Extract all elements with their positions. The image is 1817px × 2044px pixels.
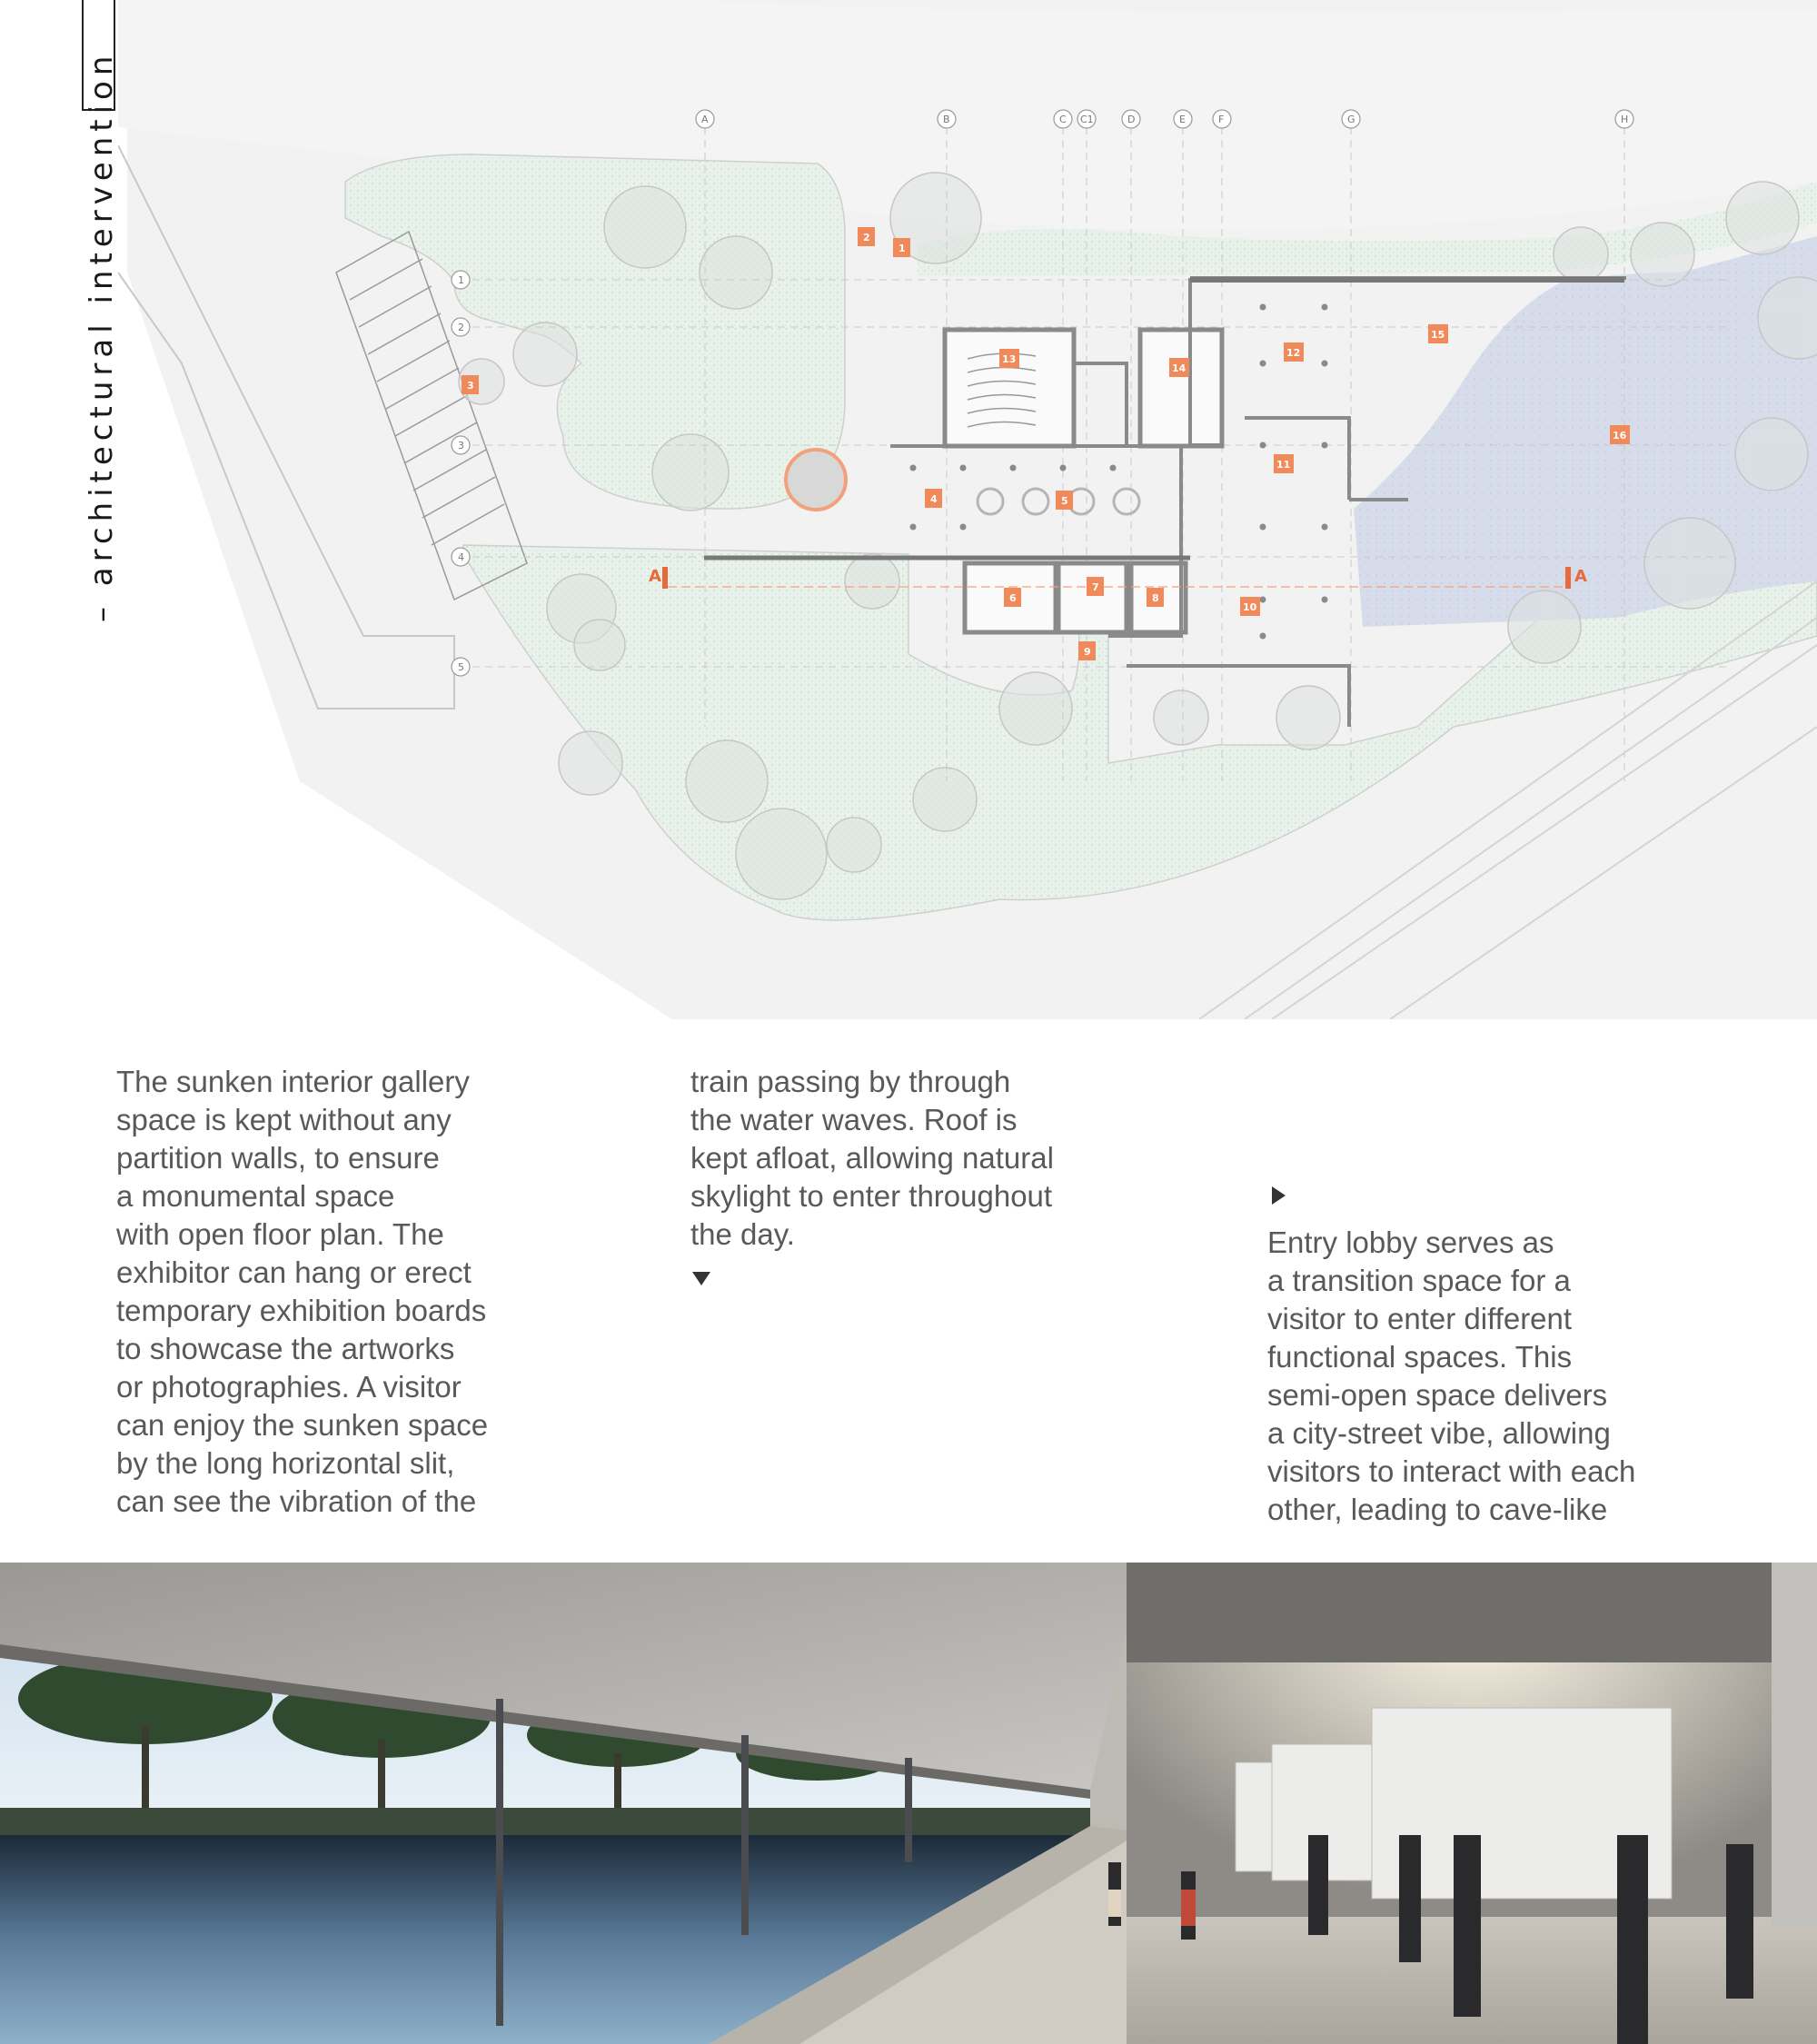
grid-label: A (701, 114, 709, 125)
room-number: 8 (1152, 592, 1159, 604)
grid-label: 4 (458, 551, 464, 563)
room-number: 11 (1276, 459, 1291, 471)
side-title: – architectural intervention (84, 50, 120, 622)
room-number: 7 (1092, 581, 1099, 593)
room-number: 5 (1061, 495, 1068, 507)
room-number: 6 (1009, 592, 1017, 604)
triangle-right-icon (1272, 1186, 1286, 1205)
room-number: 16 (1613, 430, 1627, 442)
grid-label: 3 (458, 440, 464, 451)
grid-label: B (943, 114, 950, 125)
room-number: 13 (1002, 353, 1017, 365)
grid-label: G (1347, 114, 1355, 125)
site-plan (118, 0, 1817, 1019)
room-number: 2 (863, 232, 870, 243)
section-label: A (649, 567, 661, 586)
room-number: 15 (1431, 329, 1445, 341)
grid-label: C (1059, 114, 1067, 125)
grid-label: E (1179, 114, 1186, 125)
room-number: 3 (467, 380, 474, 392)
room-number: 1 (899, 243, 906, 254)
section-marker (1565, 567, 1571, 589)
room-number: 12 (1286, 347, 1301, 359)
room-number: 14 (1172, 362, 1187, 374)
text-column: Entry lobby serves as a transition space for a visitor to enter different functional spaces. This semi-open space delivers a city-street vibe, allowing visitors to interact with each other, leading to cave-like (1267, 1225, 1636, 1526)
section-label: A (1574, 567, 1587, 586)
grid-label: 2 (458, 322, 464, 333)
interior-render (0, 1563, 1817, 2044)
grid-label: H (1621, 114, 1629, 125)
room-number: 4 (930, 493, 938, 505)
grid-label: 1 (458, 274, 464, 286)
section-marker (662, 567, 668, 589)
grid-label: C1 (1080, 114, 1094, 125)
triangle-down-icon (692, 1272, 710, 1285)
text-column: The sunken interior gallery space is kept without any partition walls, to ensure a monumental space with open floor plan. The exhibitor can hang or erect temporary exhibition boards to showcase the artworks or photographies. A visitor can enjoy the sunken space by the long horizontal slit, can see the vibration of the (116, 1065, 489, 1518)
round-feature (786, 450, 846, 510)
grid-label: F (1218, 114, 1225, 125)
room-number: 10 (1243, 601, 1257, 613)
grid-label: 5 (458, 661, 464, 673)
text-column: train passing by through the water waves. Roof is kept afloat, allowing natural skylight to enter throughout the day. (690, 1065, 1054, 1251)
grid-label: D (1127, 114, 1136, 125)
room-number: 9 (1084, 646, 1091, 658)
